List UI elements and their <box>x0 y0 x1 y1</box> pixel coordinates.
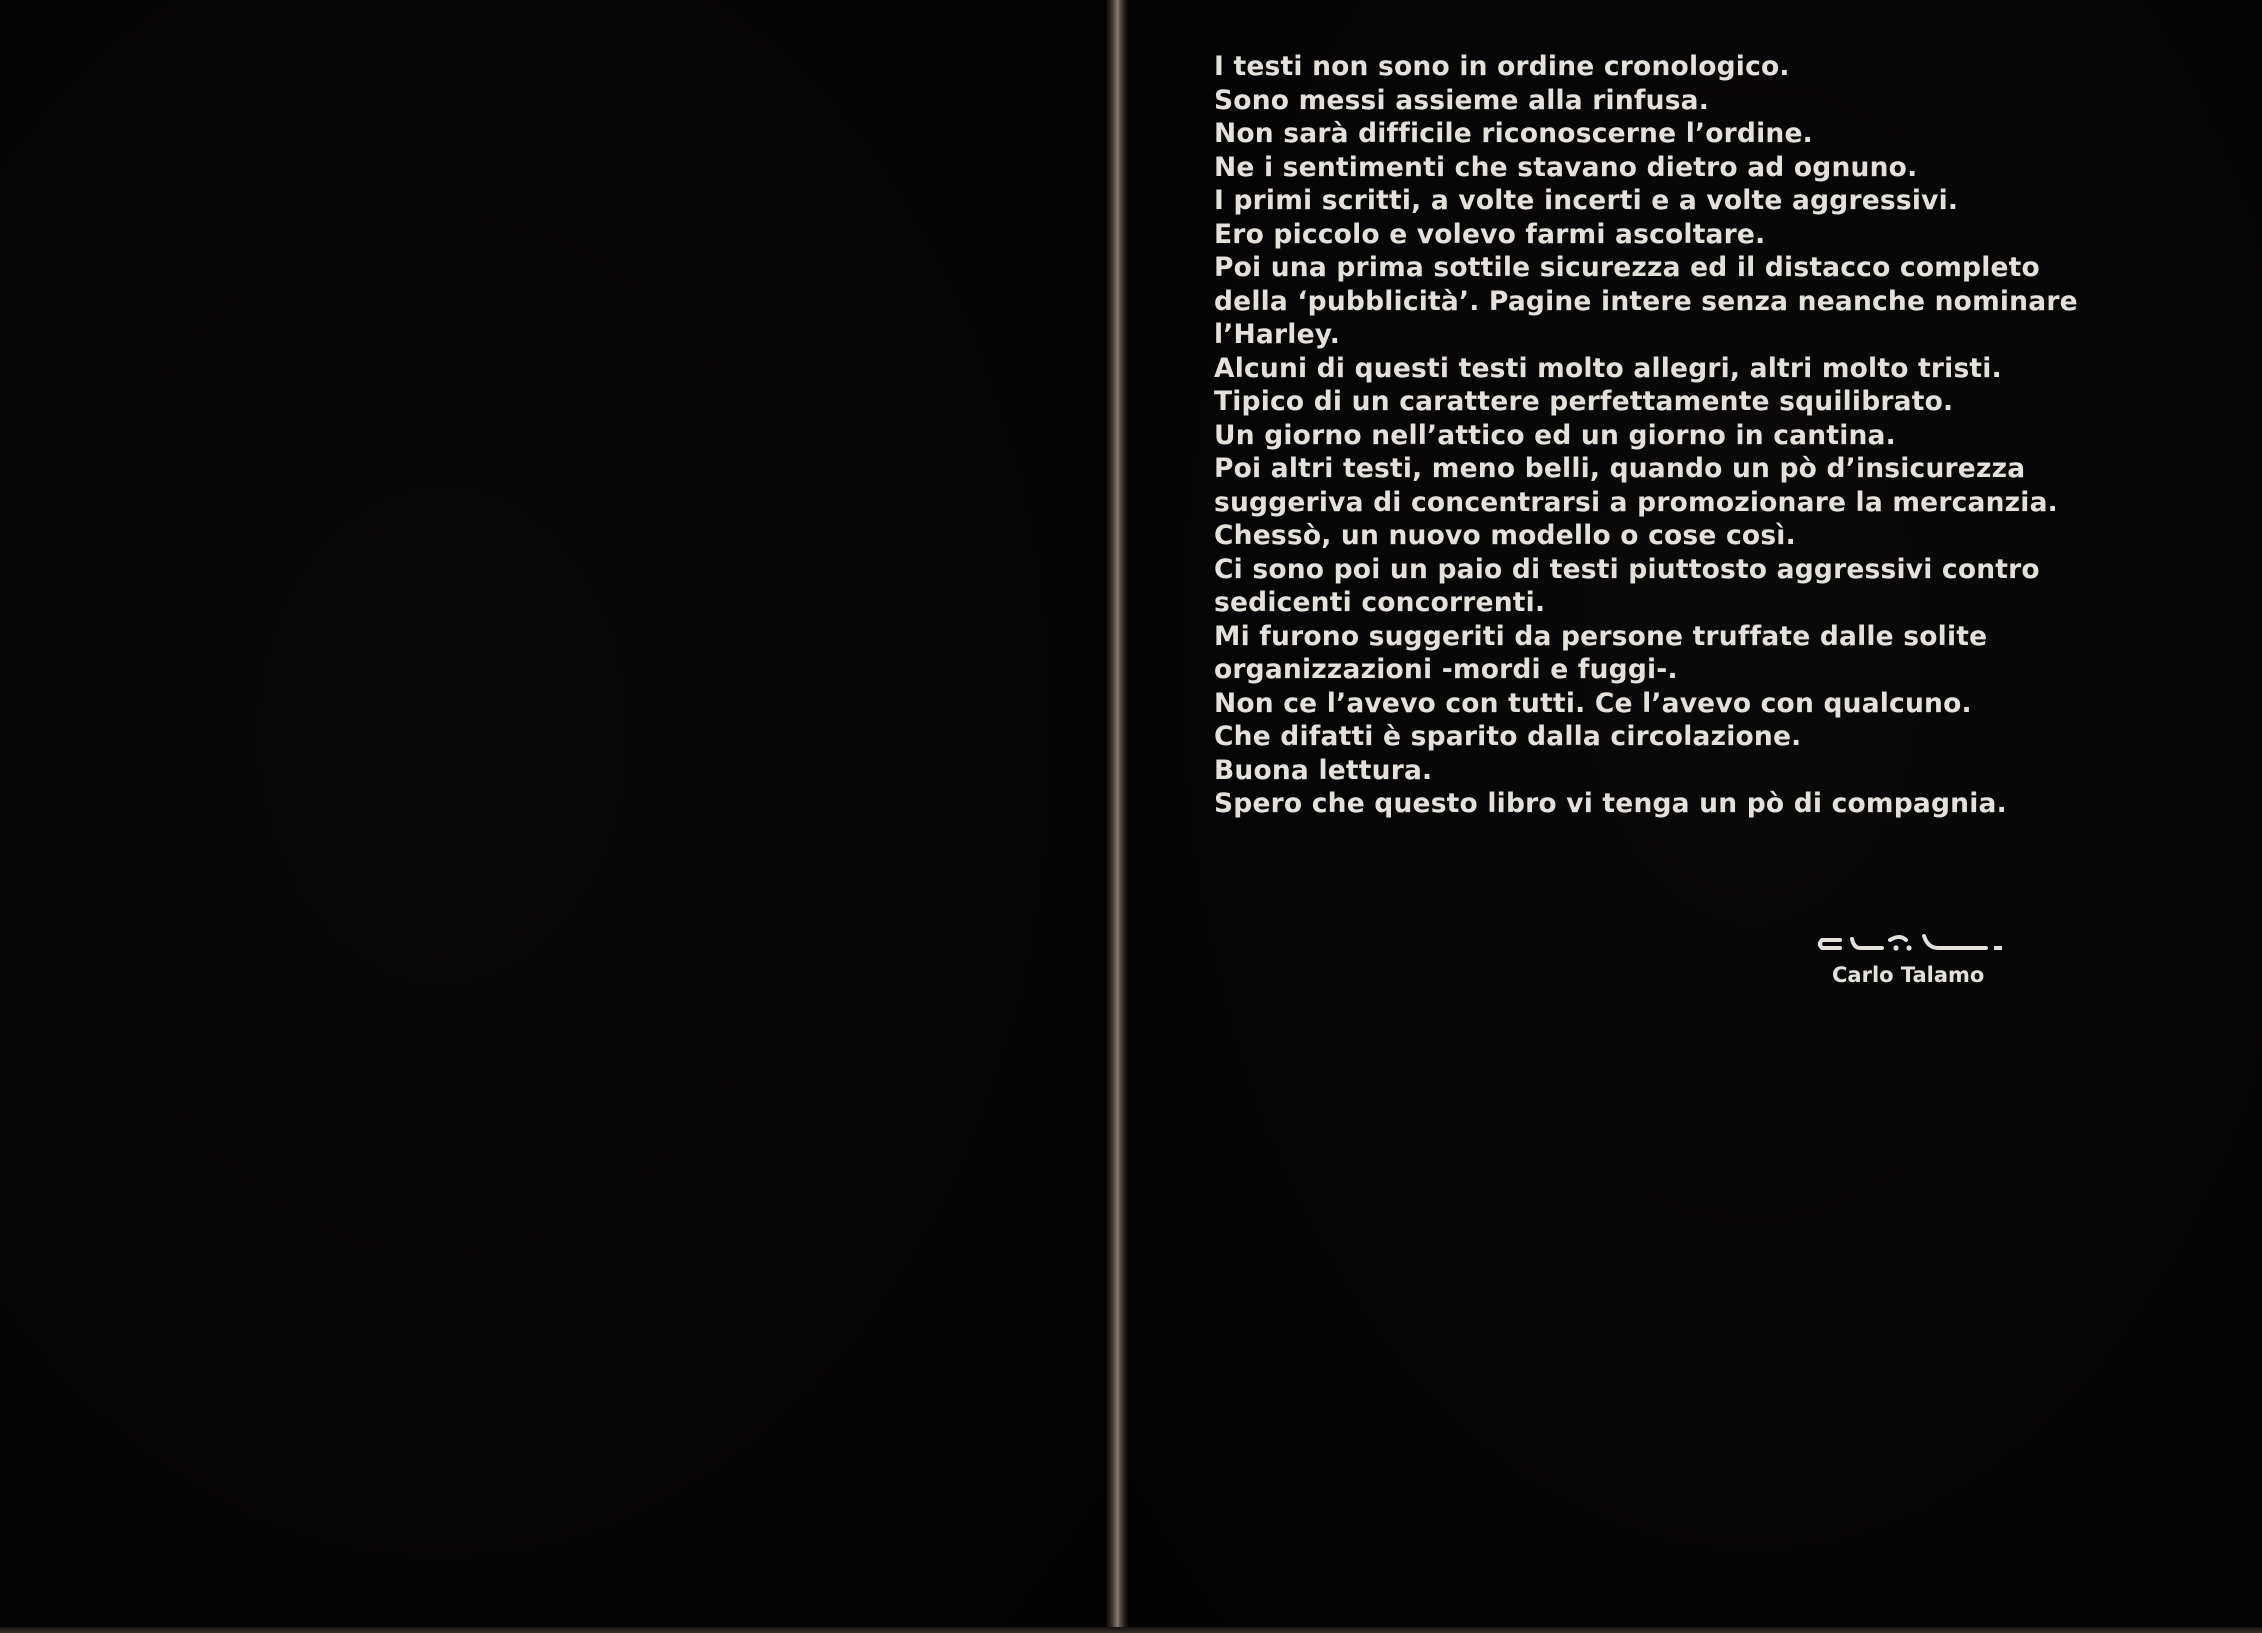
text-line-12: Un giorno nell’attico ed un giorno in cantina. <box>1214 419 1896 451</box>
signature-graphic <box>1816 926 2006 958</box>
text-line-22: Buona lettura. <box>1214 754 1433 786</box>
preface-text <box>1214 50 2234 821</box>
text-line-20: Non ce l’avevo con tutti. Ce l’avevo con qualcuno. <box>1214 687 1972 719</box>
text-line-15: Chessò, un nuovo modello o cose così. <box>1214 520 1796 551</box>
text-line-6: Ero piccolo e volevo farmi ascoltare. <box>1214 218 1766 250</box>
text-line-4: Ne i sentimenti che stavano dietro ad ognuno. <box>1214 151 1918 183</box>
text-line-23: Spero che questo libro vi tenga un pò di compagnia. <box>1214 788 2007 819</box>
text-line-8: della ‘pubblicità’. Pagine intere senza neanche nominare <box>1214 285 2078 317</box>
text-line-17: sedicenti concorrenti. <box>1214 587 1546 618</box>
text-line-3: Non sarà difficile riconoscerne l’ordine. <box>1214 118 1813 149</box>
text-line-7: Poi una prima sottile sicurezza ed il distacco completo <box>1214 252 2040 283</box>
author-name: Carlo Talamo <box>1832 963 1985 987</box>
text-line-16: Ci sono poi un paio di testi piuttosto aggressivi contro <box>1214 553 2040 585</box>
text-line-9: l’Harley. <box>1214 319 1341 350</box>
text-line-1: I testi non sono in ordine cronologico. <box>1214 51 1790 82</box>
text-line-19: organizzazioni -mordi e fuggi-. <box>1214 654 1678 685</box>
text-line-5: I primi scritti, a volte incerti e a volte aggressivi. <box>1214 185 1959 216</box>
text-line-11: Tipico di un carattere perfettamente squilibrato. <box>1214 386 1954 417</box>
text-line-13: Poi altri testi, meno belli, quando un pò d’insicurezza <box>1214 453 2026 484</box>
text-line-14: suggeriva di concentrarsi a promozionare la mercanzia. <box>1214 486 2058 518</box>
text-line-10: Alcuni di questi testi molto allegri, altri molto tristi. <box>1214 352 2002 384</box>
text-line-18: Mi furono suggeriti da persone truffate dalle solite <box>1214 620 1988 652</box>
text-line-21: Che difatti è sparito dalla circolazione. <box>1214 721 1802 752</box>
left-page-blank <box>0 0 1106 1633</box>
page-bottom-edge <box>0 1627 2262 1633</box>
book-spine <box>1106 0 1128 1633</box>
text-line-2: Sono messi assieme alla rinfusa. <box>1214 84 1710 116</box>
